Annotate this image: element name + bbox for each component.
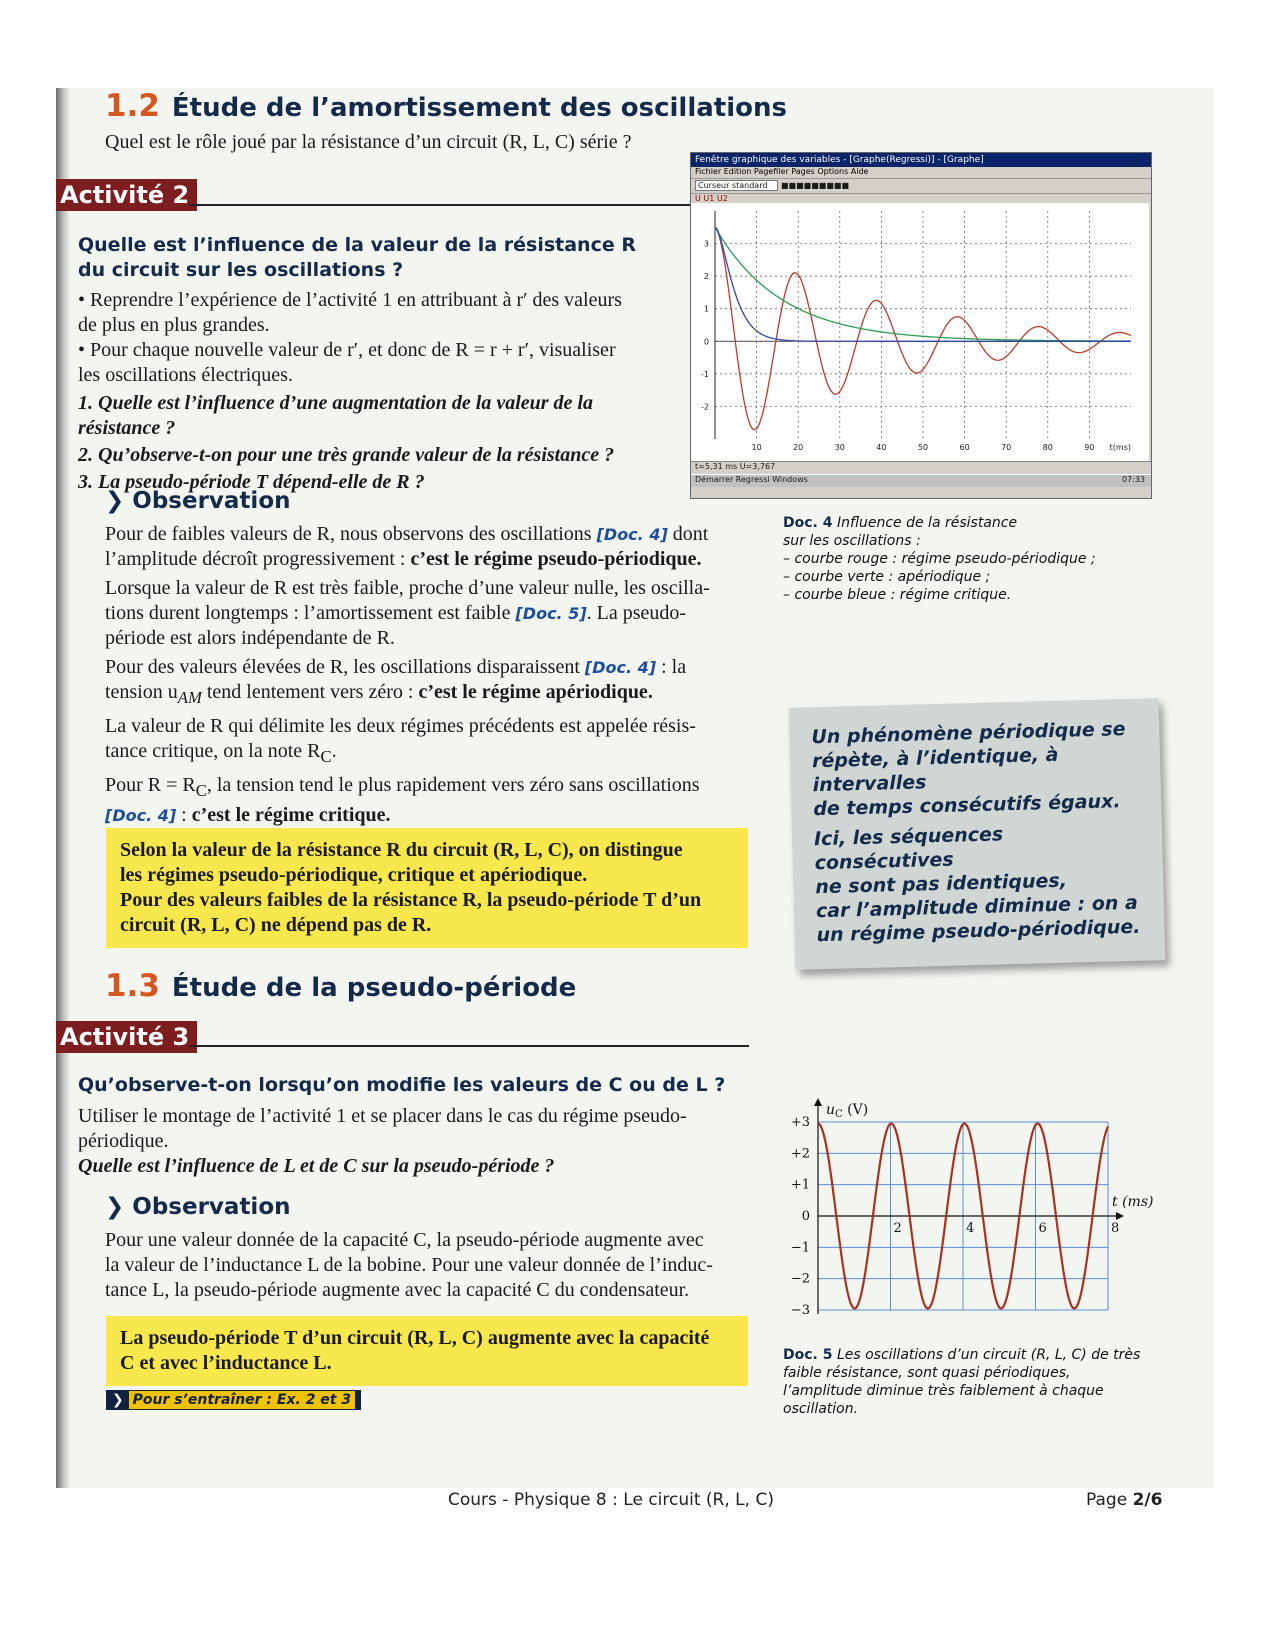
- series-line: [715, 227, 1131, 341]
- section-1-2-heading: [105, 88, 787, 124]
- instruction-line: de plus en plus grandes.: [78, 314, 270, 336]
- x-axis-label: t(ms): [1109, 443, 1131, 452]
- status-bar: t=5,31 ms U=3,767: [691, 461, 1151, 474]
- text: Pour des valeurs élevées de R, les oscillations disparaissent: [105, 656, 580, 678]
- key-statement: c’est le régime critique.: [191, 804, 391, 826]
- question-item: 3. La pseudo-période T dépend-elle de R ?: [78, 471, 425, 493]
- toolbar: [691, 178, 1151, 194]
- doc4-software-window: [690, 152, 1152, 499]
- chevron-right-icon: ❯: [105, 1194, 133, 1220]
- text: période est alors indépendante de R.: [105, 627, 395, 649]
- key-statement: c’est le régime pseudo-périodique.: [410, 548, 702, 570]
- cursor-select[interactable]: Curseur standard: [695, 180, 778, 191]
- question-line: Quelle est l’influence de la valeur de la résistance R: [78, 234, 636, 256]
- instruction-line: Utiliser le montage de l’activité 1 et se placer dans le cas du régime pseudo-: [78, 1105, 687, 1127]
- subscript: C: [320, 747, 332, 766]
- note-line: ne sont pas identiques,: [815, 869, 1068, 899]
- caption-ref: Doc. 4: [783, 515, 833, 531]
- caption-text: – courbe verte : apériodique ;: [783, 569, 991, 585]
- x-tick-label: 20: [793, 443, 804, 452]
- doc5-chart: [768, 1092, 1158, 1332]
- text: Pour R = R: [105, 774, 196, 796]
- y-tick-label: -1: [701, 369, 709, 379]
- text: La valeur de R qui délimite les deux régimes précédents est appelée résis-: [105, 715, 696, 737]
- summary-line: Selon la valeur de la résistance R du circuit (R, L, C), on distingue: [120, 839, 683, 861]
- text: dont: [672, 523, 709, 545]
- activity-2-question: [78, 233, 678, 283]
- page-count: 2/6: [1132, 1490, 1163, 1510]
- doc-reference: [Doc. 4]: [105, 806, 177, 825]
- note-line: de temps consécutifs égaux.: [813, 790, 1121, 821]
- instruction-line: • Reprendre l’expérience de l’activité 1 en attribuant à r′ des valeurs: [78, 289, 622, 311]
- text: tension u: [105, 681, 178, 703]
- summary-box: [106, 828, 748, 948]
- footer-page-number: [1086, 1490, 1162, 1510]
- x-tick-label: 80: [1042, 443, 1053, 452]
- question-item: 2. Qu’observe-t-on pour une très grande valeur de la résistance ?: [78, 444, 615, 466]
- observation-heading: [105, 1194, 291, 1220]
- training-link[interactable]: [106, 1390, 361, 1410]
- page-prefix: Page: [1086, 1490, 1133, 1510]
- y-tick-label: 0: [703, 337, 709, 347]
- text: tend lentement vers zéro :: [206, 681, 414, 703]
- chevron-right-icon: ❯: [105, 488, 133, 514]
- text: l’amplitude décroît progressivement :: [105, 548, 406, 570]
- x-tick-label: 8: [1111, 1221, 1120, 1236]
- observation-title: Observation: [132, 488, 291, 514]
- text: Pour de faibles valeurs de R, nous observons des oscillations: [105, 523, 592, 545]
- caption-text: Influence de la résistance: [836, 515, 1018, 531]
- textbook-page: [56, 88, 1214, 1488]
- y-tick-label: −3: [790, 1303, 810, 1318]
- observation-body: [105, 1228, 765, 1303]
- question-item: Quelle est l’influence de L et de C sur la pseudo-période ?: [78, 1155, 555, 1177]
- caption-text: oscillation.: [783, 1401, 859, 1417]
- doc-reference: [Doc. 4]: [584, 658, 657, 677]
- x-tick-label: 90: [1084, 443, 1095, 452]
- summary-line: C et avec l’inductance L.: [120, 1352, 332, 1374]
- text: , la tension tend le plus rapidement vers zéro sans oscillations: [206, 774, 700, 796]
- definition-note-card: [789, 698, 1166, 970]
- text: . La pseudo-: [586, 602, 687, 624]
- activity-2-instructions: [78, 288, 678, 495]
- text: Lorsque la valeur de R est très faible, proche d’une valeur nulle, les oscilla-: [105, 577, 710, 599]
- caption-text: – courbe rouge : régime pseudo-périodique ;: [783, 551, 1096, 567]
- x-tick-label: 10: [751, 443, 762, 452]
- x-tick-label: 50: [917, 443, 929, 452]
- book-spine-shadow: [56, 88, 70, 1488]
- section-number: 1.2: [105, 88, 160, 124]
- summary-box: [106, 1316, 748, 1386]
- caption-text: l’amplitude diminue très faiblement à chaque: [783, 1383, 1104, 1399]
- summary-line: les régimes pseudo-périodique, critique et apériodique.: [120, 864, 588, 886]
- chevron-right-icon: ❯: [112, 1392, 124, 1408]
- doc5-caption: [783, 1346, 1163, 1418]
- text: tance critique, on la note R: [105, 740, 321, 762]
- section-1-3-heading: [105, 968, 576, 1004]
- taskbar: [691, 474, 1151, 487]
- caption-text: faible résistance, sont quasi périodiques,: [783, 1365, 1071, 1381]
- toolbar-icons: ■■■■■■■■■: [780, 181, 849, 190]
- note-line: un régime pseudo-périodique.: [816, 915, 1141, 947]
- y-tick-label: 3: [703, 239, 709, 249]
- x-tick-label: 40: [876, 443, 887, 452]
- taskbar-start[interactable]: Démarrer Regressi Windows: [695, 475, 808, 484]
- x-axis-label: t (ms): [1112, 1194, 1154, 1210]
- summary-line: Pour des valeurs faibles de la résistance R, la pseudo-période T d’un: [120, 889, 702, 911]
- text: tions durent longtemps : l’amortissement est faible: [105, 602, 511, 624]
- y-tick-label: +2: [790, 1146, 810, 1162]
- text: :: [181, 804, 187, 826]
- caption-text: – courbe bleue : régime critique.: [783, 587, 1012, 603]
- summary-line: La pseudo-période T d’un circuit (R, L, C) augmente avec la capacité: [120, 1327, 710, 1349]
- note-line: répète, à l’identique, à intervalles: [811, 743, 1059, 797]
- x-tick-label: 2: [893, 1221, 902, 1236]
- x-tick-label: 4: [966, 1221, 975, 1236]
- y-axis-arrow-icon: [814, 1098, 822, 1106]
- x-tick-label: 6: [1038, 1221, 1047, 1236]
- y-tick-label: −1: [790, 1240, 810, 1256]
- instruction-line: les oscillations électriques.: [78, 364, 293, 386]
- x-axis-arrow-icon: [1116, 1212, 1124, 1220]
- y-tick-label: -2: [701, 402, 709, 412]
- section-title: Étude de la pseudo-période: [171, 973, 577, 1003]
- note-line: Un phénomène périodique se: [811, 718, 1126, 749]
- divider: [189, 1045, 749, 1047]
- doc4-caption: [783, 514, 1183, 604]
- section-number: 1.3: [105, 968, 160, 1004]
- section-intro: Quel est le rôle joué par la résistance d’un circuit (R, L, C) série ?: [105, 131, 632, 153]
- series-line: [715, 227, 1131, 341]
- note-line: Ici, les séquences consécutives: [813, 823, 1004, 875]
- y-axis-label: $u_C$ (V): [826, 1102, 869, 1120]
- observation-title: Observation: [132, 1194, 291, 1220]
- caption-text: sur les oscillations :: [783, 533, 921, 549]
- footer-course-title: Cours - Physique 8 : Le circuit (R, L, C): [448, 1490, 774, 1510]
- observation-body: [105, 522, 753, 828]
- y-tick-label: 0: [801, 1209, 810, 1224]
- y-tick-label: 2: [703, 272, 709, 282]
- caption-ref: Doc. 5: [783, 1347, 833, 1363]
- summary-line: circuit (R, L, C) ne dépend pas de R.: [120, 914, 432, 936]
- x-tick-label: 70: [1001, 443, 1012, 452]
- doc-reference: [Doc. 4]: [596, 525, 668, 544]
- note-line: car l’amplitude diminue : on a: [815, 891, 1139, 923]
- y-tick-label: +1: [790, 1177, 810, 1193]
- section-title: Étude de l’amortissement des oscillations: [171, 93, 787, 123]
- observation-heading: [105, 488, 291, 514]
- text: : la: [661, 656, 687, 678]
- instruction-line: périodique.: [78, 1130, 169, 1152]
- text: tance L, la pseudo-période augmente avec la capacité C du condensateur.: [105, 1279, 690, 1301]
- question-line: du circuit sur les oscillations ?: [78, 259, 404, 281]
- instruction-line: • Pour chaque nouvelle valeur de r′, et donc de R = r + r′, visualiser: [78, 339, 616, 361]
- subscript: C: [195, 781, 207, 800]
- taskbar-clock: 07:33: [1121, 475, 1145, 484]
- caption-text: Les oscillations d’un circuit (R, L, C) de très: [836, 1347, 1141, 1363]
- divider: [189, 204, 749, 206]
- activity-3-instructions: [78, 1104, 758, 1179]
- question-item: 1. Quelle est l’influence d’une augmentation de la valeur de la résistance ?: [78, 392, 593, 439]
- menu-bar[interactable]: Fichier Edition Pagefiler Pages Options Aide: [695, 167, 869, 176]
- y-tick-label: 1: [703, 304, 709, 314]
- text: Pour une valeur donnée de la capacité C, la pseudo-période augmente avec: [105, 1229, 704, 1251]
- y-tick-label: −2: [790, 1271, 810, 1287]
- activity-3-label: Activité 3: [56, 1021, 197, 1053]
- text: la valeur de l’inductance L de la bobine. Pour une valeur donnée de l’induc-: [105, 1254, 713, 1276]
- activity-3-question: Qu’observe-t-on lorsqu’on modifie les valeurs de C ou de L ?: [78, 1074, 726, 1096]
- doc4-chart: [691, 203, 1149, 461]
- curve-legend: U U1 U2: [695, 194, 728, 203]
- x-tick-label: 30: [834, 443, 845, 452]
- y-tick-label: +3: [790, 1115, 810, 1130]
- subscript: AM: [177, 688, 202, 707]
- key-statement: c’est le régime apériodique.: [418, 681, 653, 703]
- activity-2-label: Activité 2: [56, 179, 197, 211]
- window-title-bar: Fenêtre graphique des variables - [Graphe(Regressi)] - [Graphe]: [691, 153, 1151, 167]
- doc-reference: [Doc. 5]: [515, 604, 587, 623]
- training-label: Pour s’entraîner : Ex. 2 et 3: [129, 1391, 356, 1409]
- x-tick-label: 60: [959, 443, 970, 452]
- text: .: [331, 740, 337, 762]
